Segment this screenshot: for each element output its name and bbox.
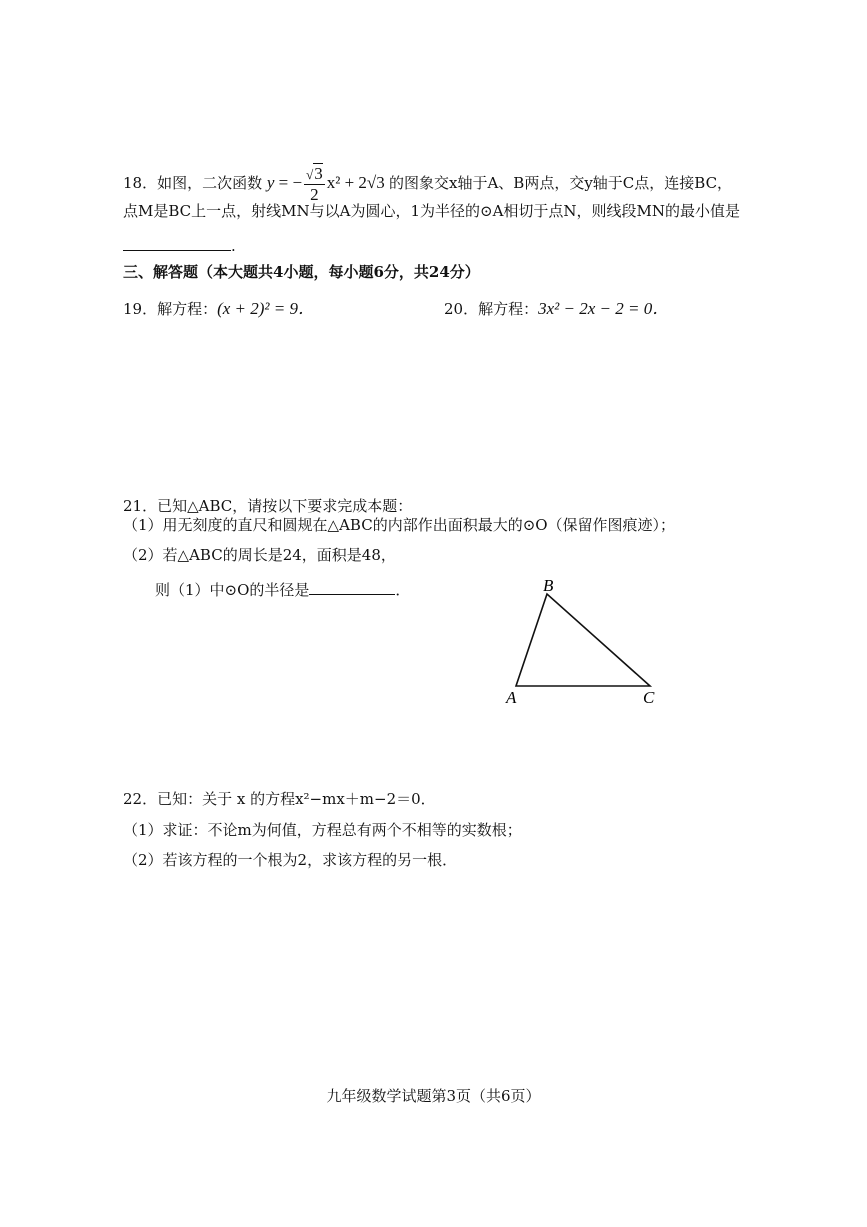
triangle-label-b: B [543, 576, 554, 595]
q22-line1: 22．已知：关于 x 的方程x²−mx＋m−2＝0． [123, 790, 436, 808]
q18-eq-rest: x² + 2√3 [326, 172, 385, 192]
q18-answer-blank[interactable] [123, 236, 231, 251]
q21-line4-end: ． [395, 581, 411, 599]
q18-eq-y: y [266, 172, 275, 192]
q21-line1: 21．已知△ABC，请按以下要求完成本题： [123, 497, 413, 515]
q20 [444, 300, 669, 317]
q21-line4-prefix: 则（1）中⊙O的半径是 [155, 581, 310, 599]
q18-line1 [123, 164, 732, 204]
q21-line4 [155, 580, 410, 598]
section3-heading: 三、解答题（本大题共4小题，每小题6分，共24分） [123, 263, 480, 281]
q19-prefix: 19．解方程： [123, 300, 218, 318]
q18-equation [266, 164, 389, 204]
q20-equation: 3x² − 2x − 2 = 0． [538, 299, 670, 318]
q20-prefix: 20．解方程： [444, 300, 539, 318]
q18-line1-prefix: 18．如图，二次函数 [123, 173, 263, 192]
q19-equation: (x + 2)² = 9． [217, 299, 316, 318]
q21-line2: （1）用无刻度的直尺和圆规在△ABC的内部作出面积最大的⊙O（保留作图痕迹）； [123, 516, 676, 534]
q21-answer-blank[interactable] [309, 580, 395, 595]
triangle-abc [516, 594, 650, 686]
page-footer: 九年级数学试题第3页（共6页） [326, 1087, 541, 1105]
q18-line2: 点M是BC上一点，射线MN与以A为圆心，1为半径的⊙A相切于点N，则线段MN的最小值是 [123, 202, 741, 220]
q19 [123, 300, 315, 317]
q18-eq-denominator: 2 [310, 184, 319, 204]
q18-line3-end: . [231, 237, 236, 255]
q18-line1-suffix: 的图象交x轴于A、B两点，交y轴于C点，连接BC， [389, 173, 733, 192]
q18-eq-equals: = − [274, 172, 303, 192]
q18-eq-numerator: 3 [314, 164, 323, 183]
q21-line3: （2）若△ABC的周长是24，面积是48， [123, 546, 396, 564]
triangle-label-a: A [506, 688, 517, 707]
q18-line3 [123, 236, 236, 254]
triangle-abc-figure [495, 570, 675, 715]
triangle-label-c: C [643, 688, 655, 707]
q22-line2: （1）求证：不论m为何值，方程总有两个不相等的实数根； [123, 821, 522, 839]
q22-line3: （2）若该方程的一个根为2，求该方程的另一根． [123, 851, 458, 869]
q18-eq-fraction: $\frac{√3}{2}$ [306, 164, 323, 204]
